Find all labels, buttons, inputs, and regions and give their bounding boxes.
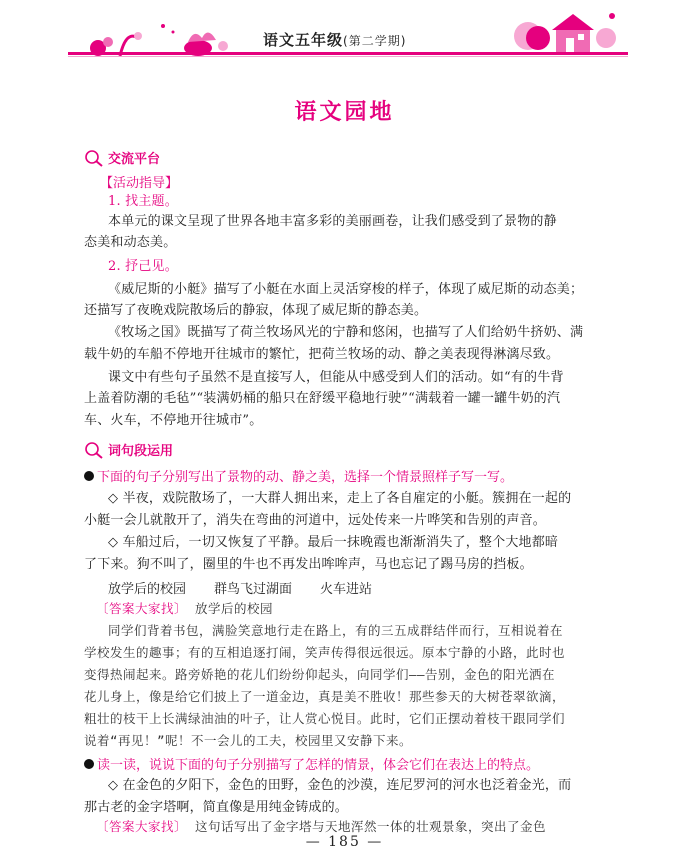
page-header: [38, 8, 658, 76]
paragraph-3-line-2: 载牛奶的车船不停地开往城市的繁忙，把荷兰牧场的动、静之美表现得淋漓尽致。: [84, 347, 560, 362]
example-1-line-2: 小艇一会儿就散开了，消失在弯曲的河道中，远处传来一片哗笑和告别的声音。: [84, 513, 547, 528]
item-1-label: 1. 找主题。: [108, 194, 178, 209]
task-2-text: 读一读，说说下面的句子分别描写了怎样的情景，体会它们在表达上的特点。: [97, 758, 540, 773]
paragraph-1-line-1: 本单元的课文呈现了世界各地丰富多彩的美丽画卷，让我们感受到了景物的静: [108, 214, 557, 229]
section-heading-exchange: [84, 148, 160, 167]
example-2-line-1: ◇ 车船过后，一切又恢复了平静。最后一抹晚霞也渐渐消失了，整个大地都暗: [108, 535, 559, 550]
answer-2-label: 〔答案大家找〕: [96, 819, 188, 834]
book-title-main: 语文五年级: [263, 31, 344, 49]
paragraph-2-line-1: 《威尼斯的小艇》描写了小艇在水面上灵活穿梭的样子，体现了威尼斯的动态美；: [108, 282, 584, 297]
paragraph-2-line-2: 还描写了夜晚戏院散场后的静寂，体现了威尼斯的静态美。: [84, 303, 428, 318]
task-1-text: 下面的句子分别写出了景物的动、静之美，选择一个情景照样子写一写。: [97, 470, 514, 485]
book-title-term: (第二学期): [343, 34, 407, 48]
option-train: 火车进站: [320, 582, 373, 597]
answer-1-line-2: 学校发生的趣事；有的互相追逐打闹，笑声传得很远很远。原本宁静的小路，此时也: [84, 645, 566, 660]
task-2: [84, 754, 539, 773]
answer-label: 〔答案大家找〕: [96, 601, 188, 616]
option-campus: 放学后的校园: [108, 582, 187, 597]
example-3-line-1: ◇ 在金色的夕阳下，金色的田野，金色的沙漠，连尼罗河的河水也泛着金光，而: [108, 778, 572, 793]
book-title: [263, 29, 406, 50]
house-decoration-right-icon: [508, 8, 628, 56]
bullet-dot-icon: [84, 471, 94, 481]
task-1: [84, 466, 513, 485]
answer-1-line-4: 花儿身上，像是给它们披上了一道金边，真是美不胜收！那些参天的大树苍翠欲滴，: [84, 689, 566, 704]
magnifier-icon: [84, 149, 104, 167]
answer-2-text: 这句话写出了金字塔与天地浑然一体的壮观景象，突出了金色: [195, 819, 547, 834]
answer-1-header: [96, 600, 636, 617]
page-number: — 185 —: [305, 834, 384, 850]
paragraph-4-line-1: 课文中有些句子虽然不是直接写人，但能从中感受到人们的活动。如“有的牛背: [108, 370, 564, 385]
header-rule: [68, 52, 628, 55]
section-heading-text: 词句段运用: [108, 444, 174, 459]
answer-1-line-5: 粗壮的枝干上长满绿油油的叶子，让人赏心悦目。此时，它们正摆动着枝干跟同学们: [84, 711, 566, 726]
paragraph-4-line-2: 上盖着防潮的毛毡”“装满奶桶的船只在舒缓平稳地行驶”“满载着一罐一罐牛奶的汽: [84, 391, 561, 406]
answer-2: [96, 818, 636, 835]
header-rule-thin: [68, 56, 628, 57]
example-3-line-2: 那古老的金字塔啊，简直像是用纯金铸成的。: [84, 800, 349, 815]
magnifier-icon: [84, 441, 104, 459]
activity-guide-label: 【活动指导】: [100, 176, 179, 191]
scenario-options: [108, 578, 372, 597]
paragraph-4-line-3: 车、火车，不停地开往城市”。: [84, 413, 263, 428]
paragraph-1-line-2: 态美和动态美。: [84, 235, 177, 250]
item-2-label: 2. 抒己见。: [108, 259, 178, 274]
answer-1-line-6: 说着“再见！”呢！不一会儿的工夫，校园里又安静下来。: [84, 733, 413, 748]
section-heading-usage: [84, 440, 173, 459]
option-birds: 群鸟飞过湖面: [214, 582, 293, 597]
example-2-line-2: 了下来。狗不叫了，圈里的牛也不再发出哞哞声，马也忘记了踢马房的挡板。: [84, 557, 533, 572]
example-1-line-1: ◇ 半夜，戏院散场了，一大群人拥出来，走上了各自雇定的小艇。簇拥在一起的: [108, 491, 572, 506]
section-heading-text: 交流平台: [108, 152, 161, 167]
bullet-dot-icon: [84, 759, 94, 769]
paragraph-3-line-1: 《牧场之国》既描写了荷兰牧场风光的宁静和悠闲，也描写了人们给奶牛挤奶、满: [108, 325, 584, 340]
answer-1-line-3: 变得热闹起来。路旁娇艳的花儿们纷纷仰起头，向同学们——告别，金色的阳光洒在: [84, 667, 556, 682]
answer-title: 放学后的校园: [195, 601, 274, 616]
answer-1-line-1: 同学们背着书包，满脸笑意地行走在路上，有的三五成群结伴而行，互相说着在: [108, 623, 564, 638]
page-title: 语文园地: [294, 99, 395, 125]
